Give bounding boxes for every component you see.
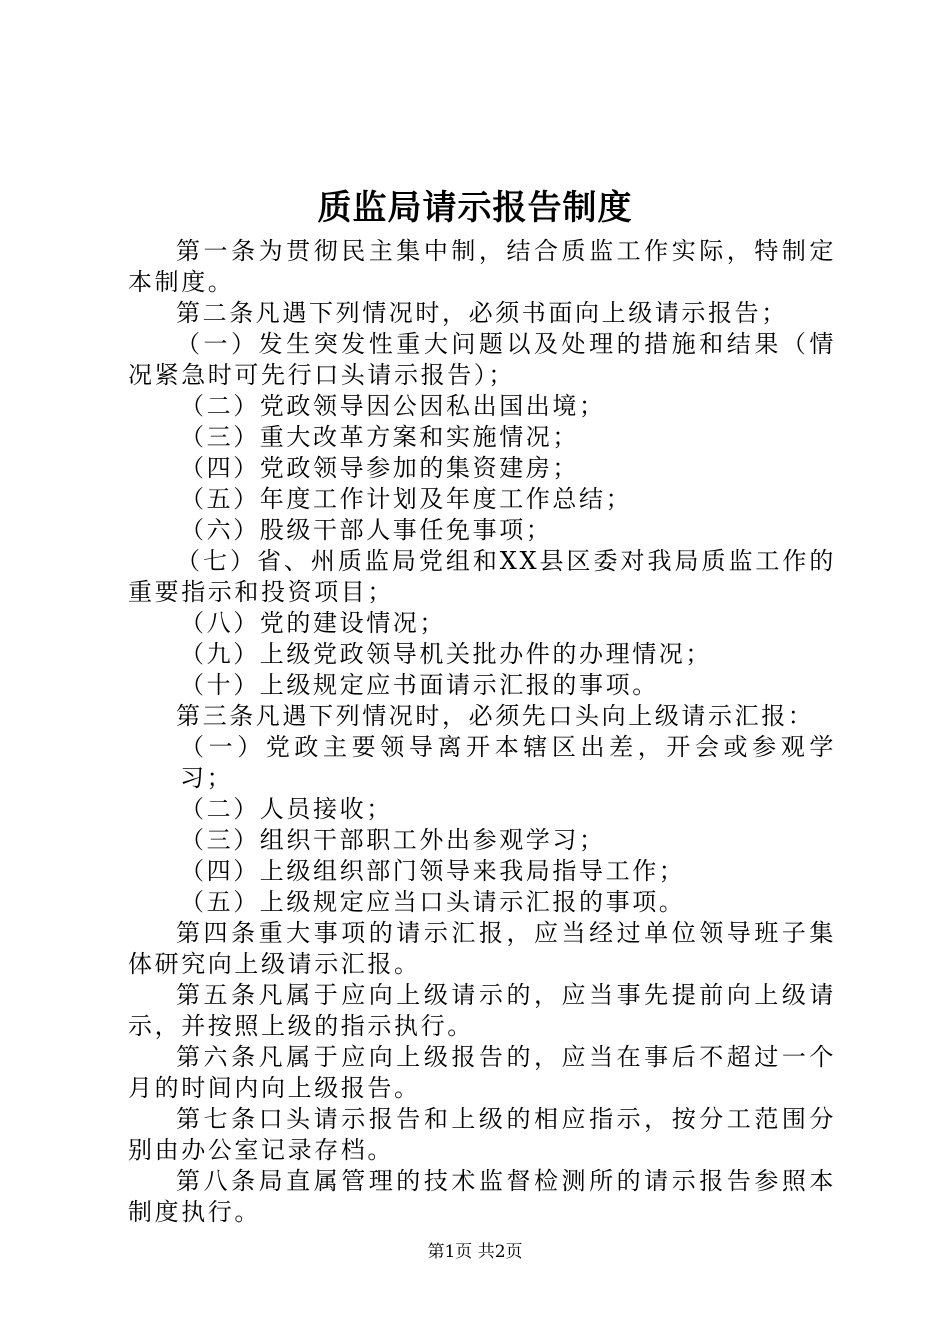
article-1: 第一条为贯彻民主集中制，结合质监工作实际，特制定本制度。 bbox=[128, 237, 836, 296]
document-body bbox=[128, 236, 836, 1228]
article-3-item-3: （三）组织干部职工外出参观学习； bbox=[180, 826, 606, 854]
article-2-item-9: （九）上级党政领导机关批办件的办理情况； bbox=[180, 640, 712, 668]
page-title: 质监局请示报告制度 bbox=[317, 188, 633, 228]
article-2-item-2: （二）党政领导因公因私出国出境； bbox=[180, 392, 606, 420]
article-3-item-2: （二）人员接收； bbox=[180, 795, 393, 823]
article-3-item-5: （五）上级规定应当口头请示汇报的事项。 bbox=[180, 888, 686, 916]
article-4: 第四条重大事项的请示汇报，应当经过单位领导班子集体研究向上级请示汇报。 bbox=[128, 919, 836, 978]
article-5: 第五条凡属于应向上级请示的，应当事先提前向上级请示，并按照上级的指示执行。 bbox=[128, 981, 836, 1040]
article-6: 第六条凡属于应向上级报告的，应当在事后不超过一个月的时间内向上级报告。 bbox=[128, 1043, 836, 1102]
article-2-item-8: （八）党的建设情况； bbox=[180, 609, 446, 637]
article-2-item-5: （五）年度工作计划及年度工作总结； bbox=[180, 485, 633, 513]
article-2: 第二条凡遇下列情况时，必须书面向上级请示报告； bbox=[176, 299, 788, 327]
article-2-item-1: （一）发生突发性重大问题以及处理的措施和结果（情况紧急时可先行口头请示报告）； bbox=[128, 330, 836, 389]
article-2-item-3: （三）重大改革方案和实施情况； bbox=[180, 423, 579, 451]
article-2-item-10: （十）上级规定应书面请示汇报的事项。 bbox=[180, 671, 659, 699]
article-8: 第八条局直属管理的技术监督检测所的请示报告参照本制度执行。 bbox=[128, 1167, 836, 1226]
article-2-item-4: （四）党政领导参加的集资建房； bbox=[180, 454, 579, 482]
article-3-item-4: （四）上级组织部门领导来我局指导工作； bbox=[180, 857, 686, 885]
article-7: 第七条口头请示报告和上级的相应指示，按分工范围分别由办公室记录存档。 bbox=[128, 1105, 836, 1164]
article-3-item-1: （一）党政主要领导离开本辖区出差，开会或参观学习； bbox=[180, 733, 836, 792]
page-footer: 第1页 共2页 bbox=[427, 1242, 523, 1262]
article-3: 第三条凡遇下列情况时，必须先口头向上级请示汇报： bbox=[176, 702, 815, 730]
article-2-item-6: （六）股级干部人事任免事项； bbox=[180, 516, 553, 544]
article-2-item-7: （七）省、州质监局党组和XX县区委对我局质监工作的重要指示和投资项目； bbox=[128, 547, 836, 606]
